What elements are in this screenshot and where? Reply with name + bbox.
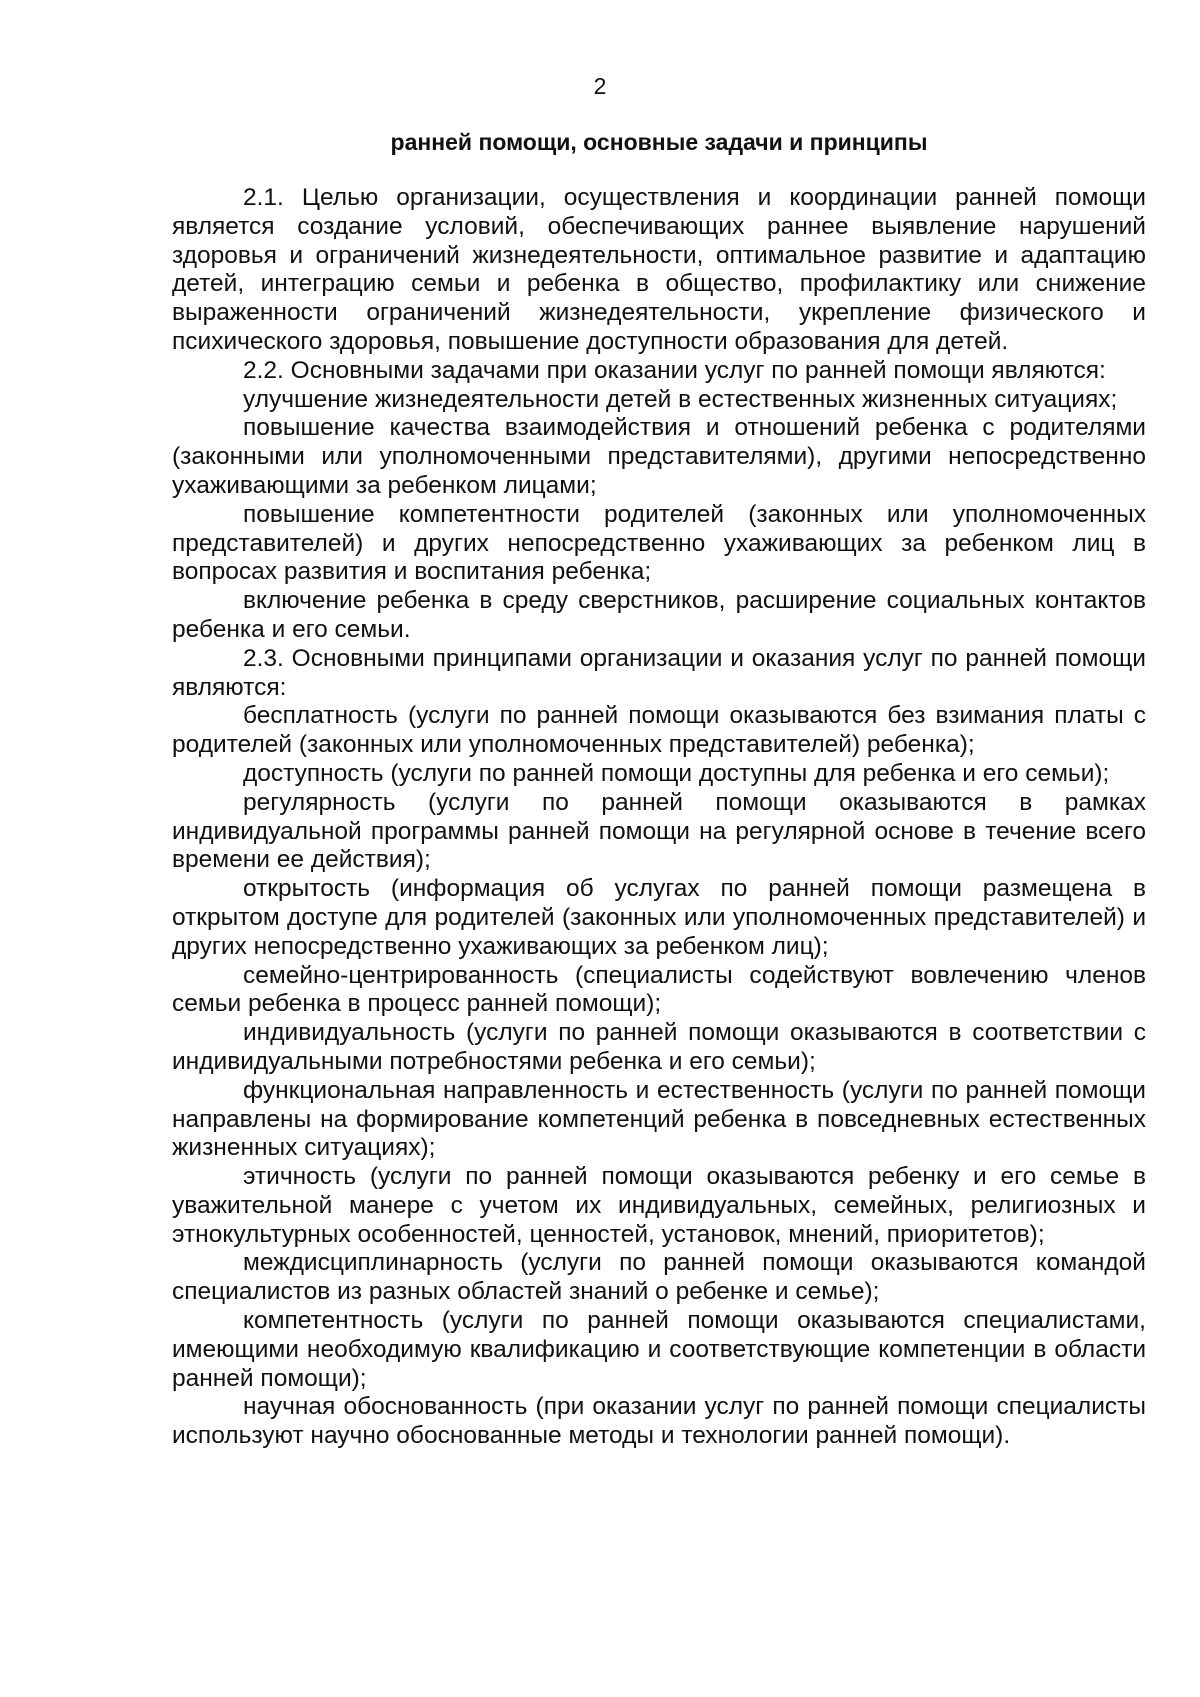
principle-item: компетентность (услуги по ранней помощи оказываются специалистами, имеющими необходимую квалификацию и соответствующие компетенции в области ранней помощи); <box>172 1307 1146 1392</box>
principle-item: регулярность (услуги по ранней помощи оказываются в рамках индивидуальной программы ранней помощи на регулярной основе в течение всего времени ее действия); <box>172 788 1146 874</box>
principle-item: этичность (услуги по ранней помощи оказываются ребенку и его семье в уважительной манере с учетом их индивидуальных, семейных, религиозных и этнокультурных особенностей, ценностей, установок, мнений, приоритетов); <box>172 1163 1146 1248</box>
document-body <box>172 184 1146 1451</box>
principle-item: открытость (информация об услугах по ранней помощи размещена в открытом доступе для родителей (законных или уполномоченных представителей) и других непосредственно ухаживающих за ребенком лиц); <box>172 875 1146 960</box>
principle-item: научная обоснованность (при оказании услуг по ранней помощи специалисты используют научно обоснованные методы и технологии ранней помощи). <box>172 1393 1146 1450</box>
principle-item: междисциплинарность (услуги по ранней помощи оказываются командой специалистов из разных областей знаний о ребенке и семье); <box>172 1249 1146 1306</box>
principle-item: семейно-центрированность (специалисты содействуют вовлечению членов семьи ребенка в процесс ранней помощи); <box>172 961 1146 1018</box>
task-item: включение ребенка в среду сверстников, расширение социальных контактов ребенка и его семьи. <box>172 587 1146 643</box>
principle-item: индивидуальность (услуги по ранней помощи оказываются в соответствии с индивидуальными потребностями ребенка и его семьи); <box>172 1019 1146 1075</box>
principle-item: бесплатность (услуги по ранней помощи оказываются без взимания платы с родителей (законных или уполномоченных представителей) ребенка); <box>172 702 1146 759</box>
section-heading: ранней помощи, основные задачи и принципы <box>390 129 928 155</box>
task-item: повышение качества взаимодействия и отношений ребенка с родителями (законными или уполномоченными представителями), другими непосредственно ухаживающими за ребенком лицами; <box>172 414 1146 499</box>
paragraph-2-1: 2.1. Целью организации, осуществления и координации ранней помощи является создание условий, обеспечивающих раннее выявление нарушений здоровья и ограничений жизнедеятельности, оптимальное развитие и адаптацию детей, интеграцию семьи и ребенка в общество, профилактику или снижение выраженности ограничений жизнедеятельности, укрепление физического и психического здоровья, повышение доступности образования для детей. <box>172 184 1146 355</box>
principle-item: функциональная направленность и естественность (услуги по ранней помощи направлены на формирование компетенций ребенка в повседневных естественных жизненных ситуациях); <box>172 1076 1146 1162</box>
task-item: улучшение жизнедеятельности детей в естественных жизненных ситуациях; <box>243 385 1118 413</box>
task-item: повышение компетентности родителей (законных или уполномоченных представителей) и других непосредственно ухаживающих за ребенком лиц в вопросах развития и воспитания ребенка; <box>172 500 1146 586</box>
paragraph-2-3: 2.3. Основными принципами организации и оказания услуг по ранней помощи являются: <box>172 644 1146 701</box>
paragraph-2-2: 2.2. Основными задачами при оказании услуг по ранней помощи являются: <box>243 356 1106 384</box>
page-number: 2 <box>593 73 607 99</box>
principle-item: доступность (услуги по ранней помощи доступны для ребенка и его семьи); <box>243 759 1110 787</box>
